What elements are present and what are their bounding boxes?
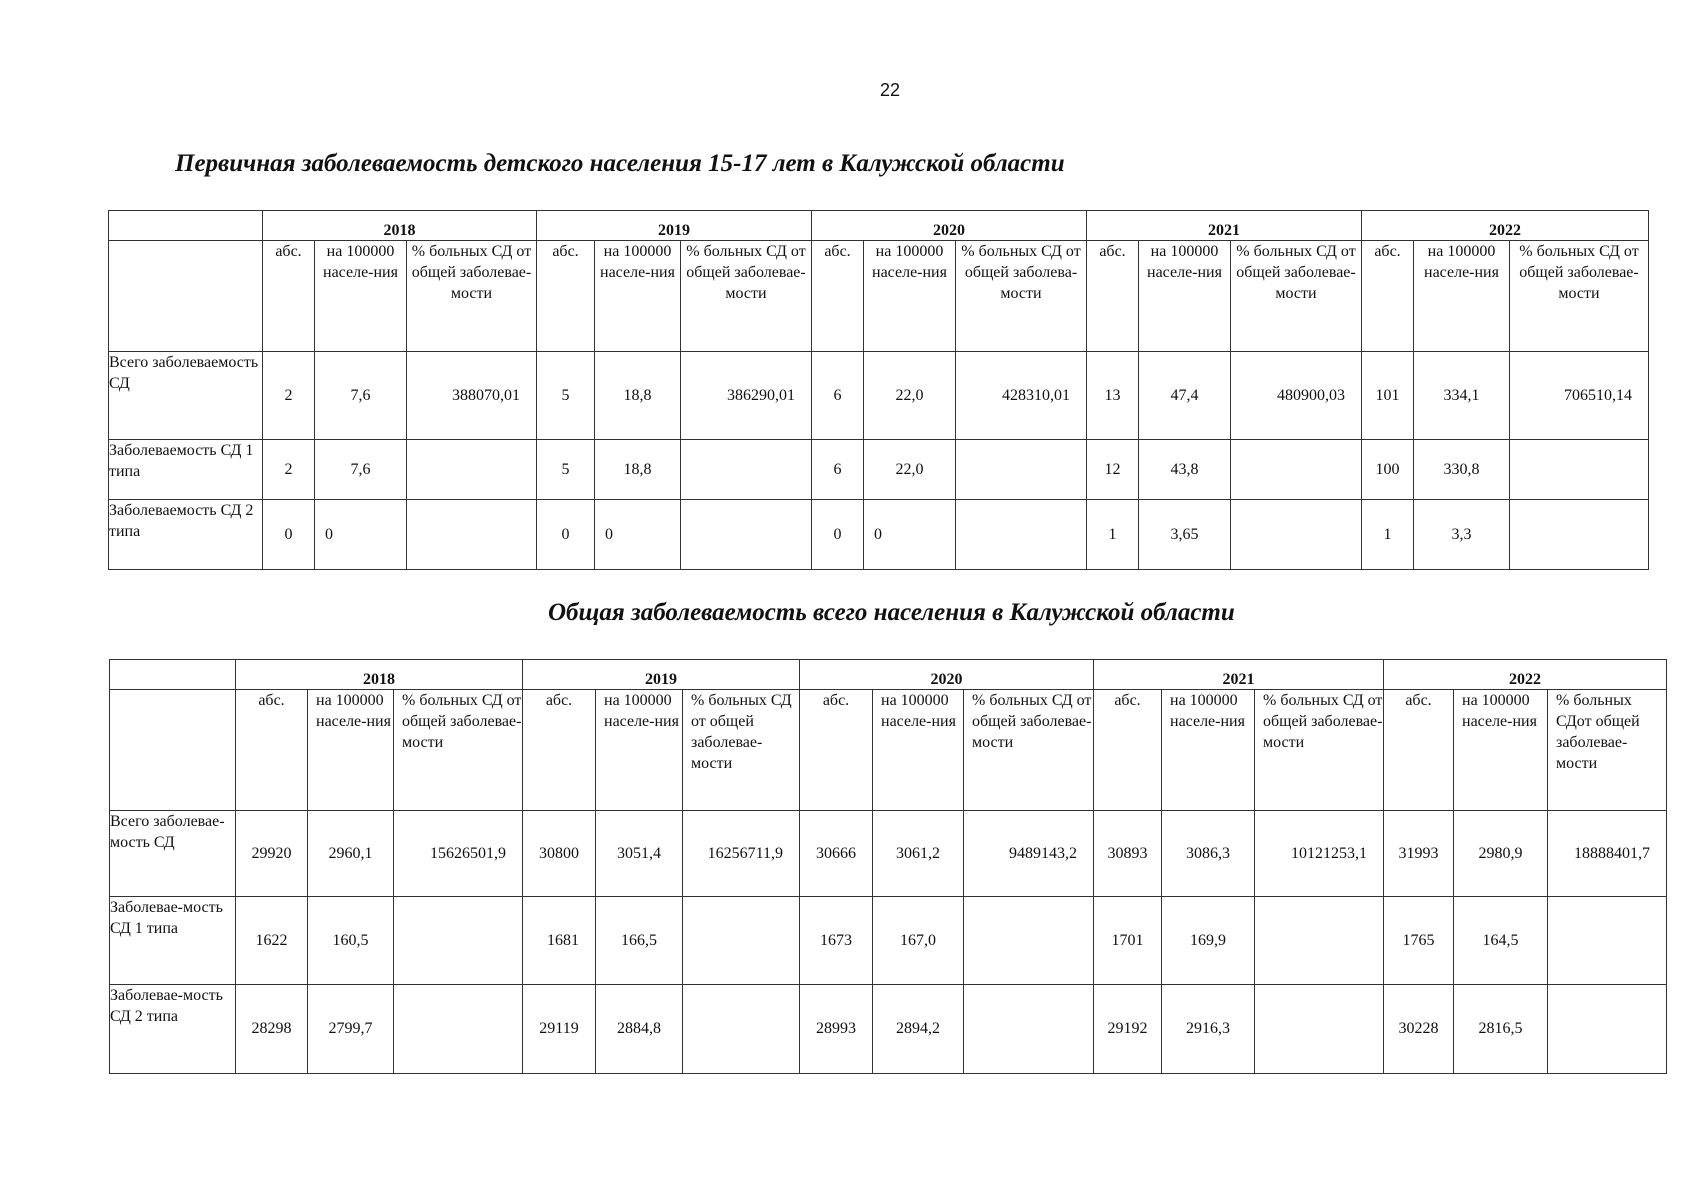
cell: 28993 xyxy=(800,985,873,1074)
cell: 480900,03 xyxy=(1231,352,1362,440)
cell xyxy=(964,985,1094,1074)
row-label: Всего заболеваемость СД xyxy=(109,352,263,440)
col-header-per-100000: на 100000 населе-ния xyxy=(1454,690,1548,811)
cell: 167,0 xyxy=(873,897,964,985)
col-header-abs: абс. xyxy=(1094,690,1162,811)
cell: 0 xyxy=(812,500,864,570)
cell: 47,4 xyxy=(1139,352,1231,440)
cell: 3051,4 xyxy=(596,811,683,897)
cell xyxy=(1255,897,1384,985)
col-header-per-100000: на 100000 населе-ния xyxy=(1162,690,1255,811)
cell xyxy=(394,897,523,985)
col-header-percent: % больных СД от общей заболевае-мости xyxy=(683,690,800,811)
cell: 428310,01 xyxy=(956,352,1087,440)
year-header: 2018 xyxy=(263,211,537,241)
col-header-percent: % больных СД от общей заболевае-мости xyxy=(964,690,1094,811)
year-header: 2022 xyxy=(1362,211,1649,241)
cell: 3,3 xyxy=(1414,500,1510,570)
col-header-percent: % больных СД от общей заболевае-мости xyxy=(1255,690,1384,811)
col-header-percent: % больных СД от общей заболевае-мости xyxy=(681,241,812,352)
corner-cell xyxy=(109,241,263,352)
cell: 1673 xyxy=(800,897,873,985)
table-row xyxy=(110,811,1667,897)
col-header-abs: абс. xyxy=(800,690,873,811)
cell: 0 xyxy=(263,500,315,570)
cell: 5 xyxy=(537,440,595,500)
year-header: 2019 xyxy=(523,660,800,690)
cell xyxy=(1255,985,1384,1074)
cell xyxy=(407,440,537,500)
cell xyxy=(681,500,812,570)
cell: 2884,8 xyxy=(596,985,683,1074)
corner-cell xyxy=(110,690,236,811)
table1-title: Первичная заболеваемость детского населения 15-17 лет в Калужской области xyxy=(175,150,1065,177)
year-header: 2021 xyxy=(1094,660,1384,690)
col-header-abs: абс. xyxy=(1362,241,1414,352)
cell: 706510,14 xyxy=(1510,352,1649,440)
col-header-percent: % больных СД от общей заболевае-мости xyxy=(394,690,523,811)
cell: 2799,7 xyxy=(308,985,394,1074)
col-header-per-100000: на 100000 населе-ния xyxy=(308,690,394,811)
table-row xyxy=(110,897,1667,985)
cell: 30228 xyxy=(1384,985,1454,1074)
cell: 18,8 xyxy=(595,440,681,500)
year-header-row xyxy=(109,211,1649,241)
cell: 2894,2 xyxy=(873,985,964,1074)
cell: 334,1 xyxy=(1414,352,1510,440)
col-header-percent: % больных СДот общей заболевае-мости xyxy=(1548,690,1667,811)
cell: 388070,01 xyxy=(407,352,537,440)
year-header: 2020 xyxy=(812,211,1087,241)
cell xyxy=(407,500,537,570)
cell xyxy=(1231,500,1362,570)
cell: 0 xyxy=(595,500,681,570)
page-number: 22 xyxy=(879,80,901,100)
cell: 166,5 xyxy=(596,897,683,985)
col-header-abs: абс. xyxy=(812,241,864,352)
cell: 22,0 xyxy=(864,440,956,500)
corner-cell xyxy=(110,660,236,690)
cell: 30800 xyxy=(523,811,596,897)
table-row xyxy=(109,500,1649,570)
cell: 330,8 xyxy=(1414,440,1510,500)
cell: 15626501,9 xyxy=(394,811,523,897)
cell: 1622 xyxy=(236,897,308,985)
col-header-per-100000: на 100000 населе-ния xyxy=(315,241,407,352)
cell xyxy=(1510,500,1649,570)
year-header: 2022 xyxy=(1384,660,1667,690)
cell: 101 xyxy=(1362,352,1414,440)
cell xyxy=(964,897,1094,985)
cell: 7,6 xyxy=(315,440,407,500)
cell: 1 xyxy=(1362,500,1414,570)
cell: 16256711,9 xyxy=(683,811,800,897)
corner-cell xyxy=(109,211,263,241)
cell: 3,65 xyxy=(1139,500,1231,570)
col-header-per-100000: на 100000 населе-ния xyxy=(1414,241,1510,352)
cell: 12 xyxy=(1087,440,1139,500)
row-label: Заболеваемость СД 2 типа xyxy=(109,500,263,570)
col-header-percent: % больных СД от общей заболевае-мости xyxy=(1231,241,1362,352)
cell xyxy=(683,897,800,985)
cell: 2 xyxy=(263,440,315,500)
cell: 0 xyxy=(537,500,595,570)
col-header-percent: % больных СД от общей заболевае-мости xyxy=(1510,241,1649,352)
cell: 29920 xyxy=(236,811,308,897)
cell: 1681 xyxy=(523,897,596,985)
cell: 18,8 xyxy=(595,352,681,440)
cell: 30893 xyxy=(1094,811,1162,897)
cell: 169,9 xyxy=(1162,897,1255,985)
cell: 2960,1 xyxy=(308,811,394,897)
year-header-row xyxy=(110,660,1667,690)
row-label: Всего заболевае-мость СД xyxy=(110,811,236,897)
cell xyxy=(1231,440,1362,500)
cell: 160,5 xyxy=(308,897,394,985)
cell: 6 xyxy=(812,352,864,440)
cell xyxy=(394,985,523,1074)
cell: 3086,3 xyxy=(1162,811,1255,897)
cell: 31993 xyxy=(1384,811,1454,897)
col-header-abs: абс. xyxy=(236,690,308,811)
col-header-abs: абс. xyxy=(537,241,595,352)
cell: 164,5 xyxy=(1454,897,1548,985)
cell: 0 xyxy=(315,500,407,570)
cell: 29119 xyxy=(523,985,596,1074)
table2-title: Общая заболеваемость всего населения в Калужской области xyxy=(548,599,1235,626)
cell: 9489143,2 xyxy=(964,811,1094,897)
cell xyxy=(1510,440,1649,500)
year-header: 2019 xyxy=(537,211,812,241)
col-header-abs: абс. xyxy=(1087,241,1139,352)
year-header: 2021 xyxy=(1087,211,1362,241)
row-label: Заболеваемость СД 1 типа xyxy=(109,440,263,500)
subheader-row xyxy=(110,690,1667,811)
cell xyxy=(1548,985,1667,1074)
col-header-percent: % больных СД от общей заболевае-мости xyxy=(407,241,537,352)
table-row xyxy=(109,440,1649,500)
cell: 5 xyxy=(537,352,595,440)
cell xyxy=(683,985,800,1074)
cell xyxy=(681,440,812,500)
col-header-per-100000: на 100000 населе-ния xyxy=(873,690,964,811)
cell: 2 xyxy=(263,352,315,440)
cell: 18888401,7 xyxy=(1548,811,1667,897)
cell: 1765 xyxy=(1384,897,1454,985)
cell: 6 xyxy=(812,440,864,500)
cell xyxy=(1548,897,1667,985)
cell: 2980,9 xyxy=(1454,811,1548,897)
cell: 30666 xyxy=(800,811,873,897)
cell: 29192 xyxy=(1094,985,1162,1074)
col-header-percent: % больных СД от общей заболева-мости xyxy=(956,241,1087,352)
col-header-per-100000: на 100000 населе-ния xyxy=(596,690,683,811)
col-header-abs: абс. xyxy=(263,241,315,352)
cell: 7,6 xyxy=(315,352,407,440)
cell: 100 xyxy=(1362,440,1414,500)
table-row xyxy=(109,352,1649,440)
col-header-per-100000: на 100000 населе-ния xyxy=(595,241,681,352)
cell: 386290,01 xyxy=(681,352,812,440)
cell xyxy=(956,500,1087,570)
cell: 22,0 xyxy=(864,352,956,440)
cell: 1701 xyxy=(1094,897,1162,985)
cell: 43,8 xyxy=(1139,440,1231,500)
primary-incidence-table xyxy=(108,210,1649,570)
total-incidence-table xyxy=(109,659,1667,1074)
cell: 1 xyxy=(1087,500,1139,570)
col-header-per-100000: на 100000 населе-ния xyxy=(1139,241,1231,352)
table-row xyxy=(110,985,1667,1074)
year-header: 2018 xyxy=(236,660,523,690)
cell: 13 xyxy=(1087,352,1139,440)
subheader-row xyxy=(109,241,1649,352)
cell: 2916,3 xyxy=(1162,985,1255,1074)
cell xyxy=(956,440,1087,500)
row-label: Заболевае-мость СД 1 типа xyxy=(110,897,236,985)
col-header-abs: абс. xyxy=(1384,690,1454,811)
year-header: 2020 xyxy=(800,660,1094,690)
cell: 28298 xyxy=(236,985,308,1074)
cell: 2816,5 xyxy=(1454,985,1548,1074)
col-header-abs: абс. xyxy=(523,690,596,811)
col-header-per-100000: на 100000 населе-ния xyxy=(864,241,956,352)
row-label: Заболевае-мость СД 2 типа xyxy=(110,985,236,1074)
cell: 0 xyxy=(864,500,956,570)
cell: 10121253,1 xyxy=(1255,811,1384,897)
cell: 3061,2 xyxy=(873,811,964,897)
